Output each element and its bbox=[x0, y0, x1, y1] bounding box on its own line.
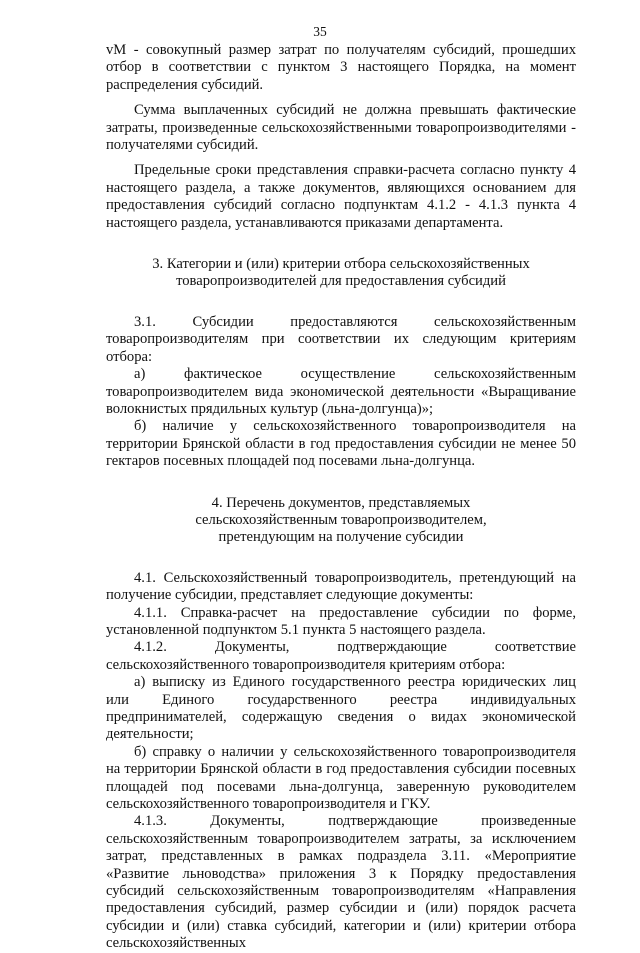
page-number: 35 bbox=[313, 24, 327, 39]
section-3-heading-line: 3. Категории и (или) критерии отбора сельскохозяйственных bbox=[152, 256, 530, 273]
paragraph-subsidy-limit: Сумма выплаченных субсидий не должна превышать фактические затраты, произведенные сельскохозяйственными товаропроизводителями - получателями субсидий. bbox=[106, 102, 576, 154]
paragraph-vm-definition: vM - совокупный размер затрат по получателям субсидий, прошедших отбор в соответствии с пунктом 3 настоящего Порядка, на момент распределения субсидий. bbox=[106, 42, 576, 93]
document-body bbox=[106, 42, 576, 953]
section-3-heading bbox=[106, 256, 576, 291]
paragraph-4-1-2: 4.1.2. Документы, подтверждающие соответствие сельскохозяйственного товаропроизводителя критериям отбора: bbox=[106, 639, 576, 673]
section-4-heading-line: сельскохозяйственным товаропроизводителем, bbox=[195, 511, 487, 528]
paragraph-4-1-1: 4.1.1. Справка-расчет на предоставление субсидии по форме, установленной подпунктом 5.1 пункта 5 настоящего раздела. bbox=[106, 604, 576, 638]
section-4-heading-line: 4. Перечень документов, представляемых bbox=[211, 494, 471, 511]
paragraph-3-1-b: б) наличие у сельскохозяйственного товаропроизводителя на территории Брянской области в год предоставления субсидии не менее 50 гектаров посевных площадей под посевами льна-долгунца. bbox=[106, 418, 576, 470]
paragraph-3-1-a: а) фактическое осуществление сельскохозяйственным товаропроизводителем вида экономической деятельности «Выращивание волокнистых прядильных культур (льна-долгунца)»; bbox=[106, 366, 576, 417]
section-4-heading bbox=[106, 495, 576, 547]
section-3-heading-line: товаропроизводителей для предоставления субсидий bbox=[176, 273, 506, 290]
paragraph-3-1: 3.1. Субсидии предоставляются сельскохозяйственным товаропроизводителям при соответствии их следующим критериям отбора: bbox=[106, 313, 576, 365]
paragraph-deadlines: Предельные сроки представления справки-расчета согласно пункту 4 настоящего раздела, а также документов, являющихся основанием для предоставления субсидий согласно подпунктам 4.1.2 - 4.1.3 пункта 4 настоящего раздела, устанавливаются приказами департамента. bbox=[106, 162, 576, 231]
section-4-heading-line: претендующим на получение субсидии bbox=[218, 529, 464, 546]
paragraph-4-1-2-a: а) выписку из Единого государственного реестра юридических лиц или Единого государственного реестра индивидуальных предпринимателей, содержащую сведения о видах экономической деятельности; bbox=[106, 674, 576, 743]
paragraph-4-1-3: 4.1.3. Документы, подтверждающие произведенные сельскохозяйственным товаропроизводителем затраты, за исключением затрат, представленных в рамках подраздела 3.11. «Мероприятие «Развитие льноводства» приложения 3 к Порядку предоставления субсидий сельскохозяйственным товаропроизводителям «Направления предоставления субсидий, размер субсидии и (или) порядок расчета субсидии и (или) ставка субсидий, категории и (или) критерии отбора сельскохозяйственных bbox=[106, 813, 576, 952]
paragraph-4-1: 4.1. Сельскохозяйственный товаропроизводитель, претендующий на получение субсидии, представляет следующие документы: bbox=[106, 569, 576, 604]
paragraph-4-1-2-b: б) справку о наличии у сельскохозяйственного товаропроизводителя на территории Брянской области в год предоставления субсидии посевных площадей под посевами льна-долгунца, заверенную руководителем сельскохозяйственного товаропроизводителя и ГКУ. bbox=[106, 743, 576, 813]
